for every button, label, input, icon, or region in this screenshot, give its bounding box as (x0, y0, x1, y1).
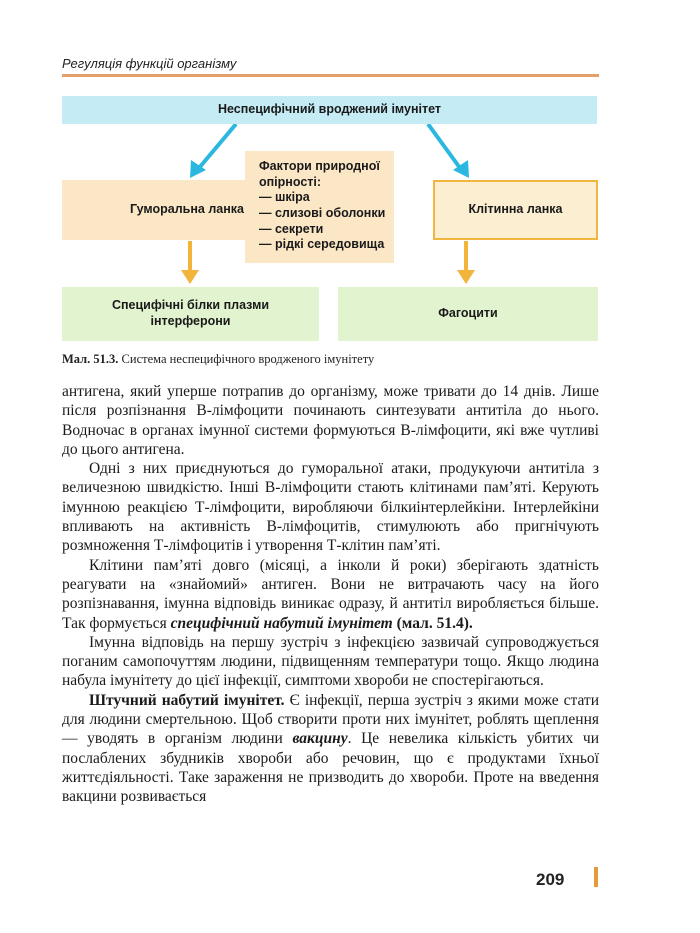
paragraph: антигена, який уперше потрапив до організму, може тривати до 14 днів. Лише після розпізнання В-лімфоцити починають синтезувати антитіла до нього. Водночас в органах імунної системи формуються В-лімфоцити, які вже чутливі до цього антигена. (62, 383, 599, 458)
paragraph (62, 691, 599, 807)
factors-line: — секрети (259, 221, 324, 236)
figure-reference: (мал. 51.4). (392, 614, 473, 632)
cellular-link-box: Клітинна ланка (433, 180, 598, 240)
term-vaccine: вакцину (292, 730, 348, 748)
paragraph (62, 556, 599, 633)
caption-label: Мал. 51.3. (62, 352, 119, 366)
proteins-line: інтерферони (150, 314, 231, 328)
immunity-diagram (0, 0, 700, 360)
caption-text: Система неспецифічного вродженого імунітету (118, 352, 375, 366)
phagocytes-box: Фагоцити (338, 287, 598, 341)
factors-line: — слизові оболонки (259, 205, 386, 220)
humoral-link-box: Гуморальна ланка (62, 180, 312, 240)
paragraph: Одні з них приєднуються до гуморальної атаки, продукуючи антитіла з величезною швидкістю. Інші В-лімфоцити стають клітинами пам’яті. Керують імунною реакцією Т-лімфоцити, виробляючи білкиінтерлейкіни. Інтерлейкіни впливають на активність В-лімфоцитів, стимулюють або пригнічують розмноження Т-лімфоцитів і утворення Т-клітин пам’яті. (62, 460, 599, 555)
arrow-to-phagocytes-head (457, 270, 475, 284)
arrow-to-humoral (199, 124, 236, 168)
page-number-bar (594, 867, 598, 887)
paragraph: Імунна відповідь на першу зустріч з інфекцією зазвичай супроводжується поганим самопочуттям людини, підвищенням температури тощо. Якщо людина набула імунітету до цієї інфекції, симптоми хвороби не спостерігаються. (62, 633, 599, 690)
figure-caption (62, 352, 374, 367)
factors-line: — рідкі середовища (259, 237, 385, 252)
factors-line: — шкіра (259, 190, 310, 205)
paragraph-text: Клітини пам’яті довго (місяці, а інколи й роки) зберігають здатність реагувати на «знайомий» антиген. Вони не витрачають часу на його розпізнавання, імунна відповідь виникає одразу, й антитіл виробляється більше. Так формується (62, 556, 599, 632)
page-number: 209 (536, 870, 565, 889)
arrow-to-proteins-head (181, 270, 199, 284)
proteins-line: Специфічні білки плазми (111, 298, 270, 313)
paragraph-text: . Це невелика кількість убитих чи послаблених збудників хвороби або речовин, що є продуктами їхньої життєдіяльності. Таке зараження не призводить до хвороби. Проте на введення вакцини розвивається (62, 730, 599, 806)
plasma-proteins-box (62, 287, 319, 341)
body-text (62, 382, 599, 807)
nonspecific-innate-immunity-box: Неспецифічний вроджений імунітет (62, 96, 597, 124)
factors-line: опірності: (259, 174, 322, 189)
paragraph-text: Є інфекції, перша зустріч з якими може стати для людини смертельною. Щоб створити проти них імунітет, роблять щеплення — уводять в організм людини (62, 691, 599, 748)
term-specific-acquired-immunity: специфічний набутий імунітет (170, 614, 393, 632)
natural-resistance-factors-box (245, 151, 394, 263)
factors-line: Фактори природної (259, 159, 380, 173)
running-head: Регуляція функцій організму (62, 56, 237, 71)
section-heading: Штучний набутий імунітет. (89, 691, 285, 709)
arrow-to-cellular (428, 124, 460, 168)
